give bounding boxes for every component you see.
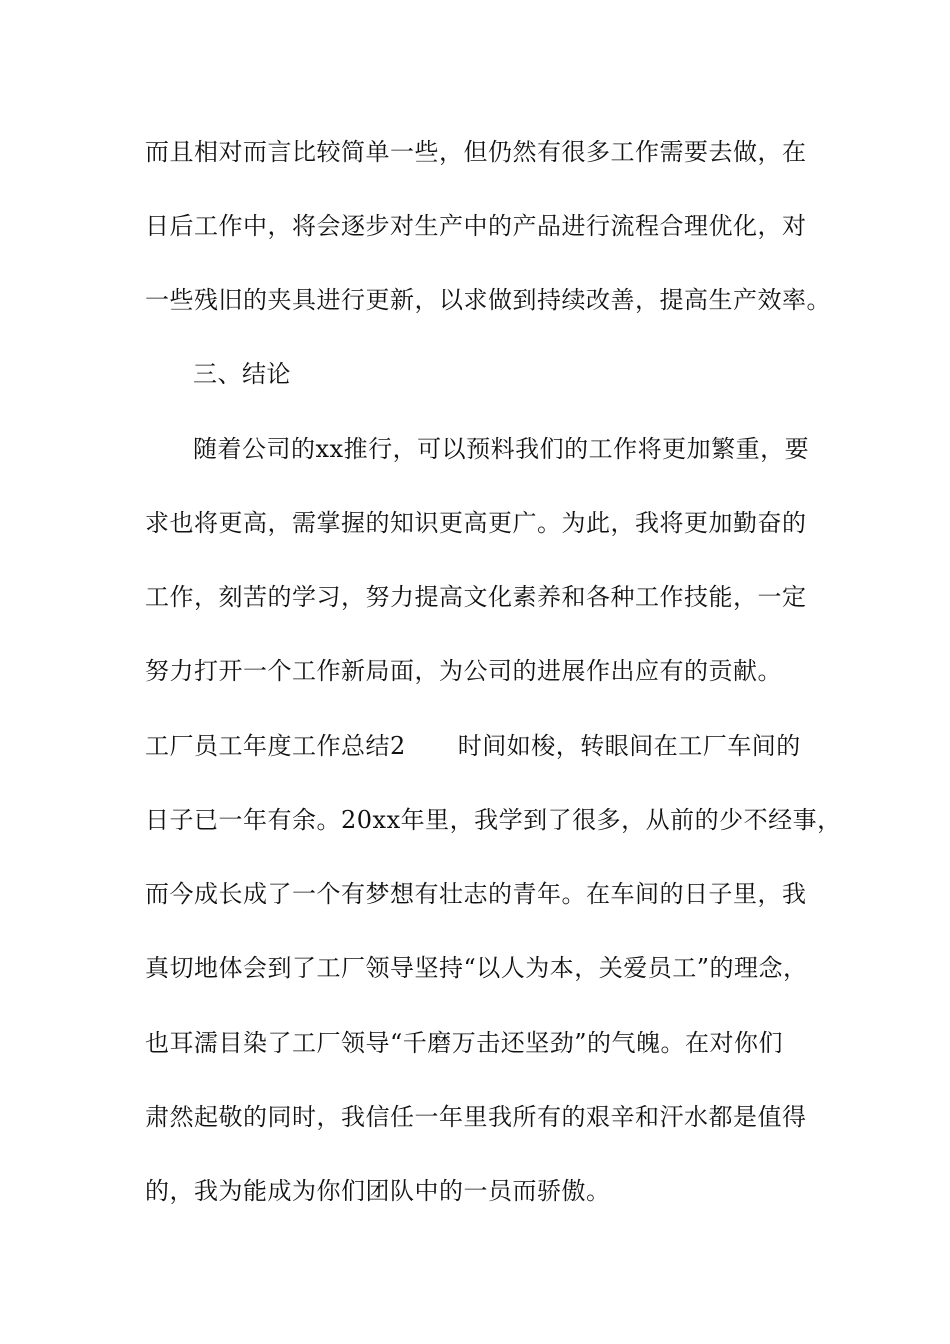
paragraph-line: 日后工作中，将会逐步对生产中的产品进行流程合理优化，对 xyxy=(145,212,807,240)
paragraph-line: 日子已一年有余。20xx年里，我学到了很多，从前的少不经事， xyxy=(145,806,842,834)
paragraph-line: 也耳濡目染了工厂领导“千磨万击还坚劲”的气魄。在对你们 xyxy=(145,1029,784,1057)
paragraph-line: 随着公司的xx推行，可以预料我们的工作将更加繁重，要 xyxy=(193,435,810,463)
paragraph-line: 真切地体会到了工厂领导坚持“以人为本，关爱员工”的理念， xyxy=(145,954,808,982)
paragraph-line: 工作，刻苦的学习，努力提高文化素养和各种工作技能，一定 xyxy=(145,583,807,611)
paragraph-line: 而且相对而言比较简单一些，但仍然有很多工作需要去做，在 xyxy=(145,138,807,166)
paragraph-line: 求也将更高，需掌握的知识更高更广。为此，我将更加勤奋的 xyxy=(145,509,807,537)
paragraph-line: 的，我为能成为你们团队中的一员而骄傲。 xyxy=(145,1177,611,1205)
paragraph-line: 肃然起敬的同时，我信任一年里我所有的艰辛和汗水都是值得 xyxy=(145,1103,807,1131)
document-title: 工厂员工年度工作总结2 xyxy=(145,732,406,760)
paragraph-line: 努力打开一个工作新局面，为公司的进展作出应有的贡献。 xyxy=(145,657,782,685)
paragraph-text: 时间如梭，转眼间在工厂车间的 xyxy=(457,732,801,760)
paragraph-line: 一些残旧的夹具进行更新，以求做到持续改善，提高生产效率。 xyxy=(145,286,831,314)
document-title-line xyxy=(145,731,801,761)
section-heading: 三、结论 xyxy=(193,360,291,388)
paragraph-line: 而今成长成了一个有梦想有壮志的青年。在车间的日子里，我 xyxy=(145,880,807,908)
